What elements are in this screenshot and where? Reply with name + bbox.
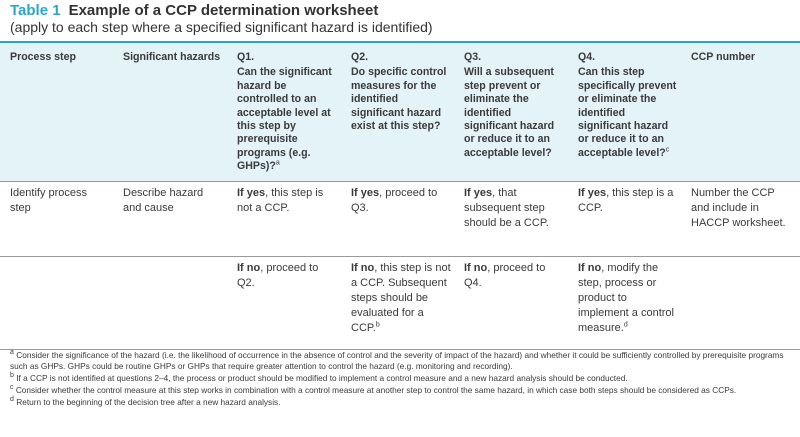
table-number: Table 1 [10, 2, 61, 19]
header-q3 [464, 51, 564, 160]
table-row [0, 181, 800, 256]
header-process-step: Process step [10, 51, 76, 63]
yes-label: If yes [578, 187, 607, 199]
footnote-text: Consider whether the control measure at this step works in combination with a control measure at another step to control the same hazard, in which case both steps should be considered as CCPs. [15, 385, 737, 395]
footnote-ref-a: a [275, 159, 280, 167]
cell-text: , modify the step, process or product to implement a control measure. [578, 262, 674, 334]
cell-text: , proceed to Q2. [237, 262, 319, 289]
cell-q1-yes [237, 186, 337, 216]
header-q1-label: Q1. [237, 51, 255, 63]
cell-q3-no [464, 261, 564, 291]
header-q2 [351, 51, 451, 133]
header-q4 [578, 51, 678, 160]
cell-q4-yes [578, 186, 678, 216]
table-subtitle: (apply to each step where a specified significant hazard is identified) [10, 19, 433, 35]
footnote-a [10, 350, 795, 372]
header-q4-label: Q4. [578, 51, 596, 63]
cell-text: , this step is a CCP. [578, 187, 674, 214]
header-significant-hazards: Significant hazards [123, 51, 221, 63]
header-q2-text: Do specific control measures for the identified significant hazard exist at this step? [351, 66, 447, 133]
footnote-ref-c: c [665, 146, 670, 154]
cell-q4-no [578, 261, 678, 336]
table-title-text: Example of a CCP determination worksheet [68, 2, 379, 19]
footnote-mark: b [10, 372, 14, 380]
yes-label: If yes [464, 187, 493, 199]
footnote-mark: a [10, 349, 14, 357]
no-label: If no [578, 262, 602, 274]
cell-ccp: Number the CCP and include in HACCP worksheet. [691, 187, 786, 229]
header-q1-text: Can the significant hazard be controlled to an acceptable level at this step by prerequisite programs (e.g. GHPs)? [237, 66, 332, 173]
header-q2-label: Q2. [351, 51, 369, 63]
footnote-mark: d [10, 396, 14, 404]
no-label: If no [351, 262, 375, 274]
footnote-b [10, 373, 795, 384]
footnote-text: Return to the beginning of the decision tree after a new hazard analysis. [16, 397, 281, 407]
cell-text: , proceed to Q4. [464, 262, 546, 289]
footnote-ref-d: d [623, 321, 628, 329]
ccp-worksheet-table [0, 41, 800, 350]
cell-q1-no [237, 261, 337, 291]
no-label: If no [464, 262, 488, 274]
header-q1 [237, 51, 337, 174]
footnote-text: If a CCP is not identified at questions 2–4, the process or product should be modified to implement a control measure and a new hazard analysis should be conducted. [16, 373, 628, 383]
footnote-mark: c [10, 384, 14, 392]
cell-text: , this step is not a CCP. [237, 187, 324, 214]
footnote-d [10, 397, 795, 408]
cell-process-step: Identify process step [10, 187, 88, 214]
no-label: If no [237, 262, 261, 274]
footnote-text: Consider the significance of the hazard (i.e. the likelihood of occurrence in the absence of control and the severity of impact of the hazard) and whether it could be sufficiently controlled by prerequisite programs such as GHPs. GHPs could be routine GHPs or GHPs that require greater attention to control the hazard (e.g. monitoring and recording). [10, 350, 784, 371]
yes-label: If yes [237, 187, 266, 199]
cell-text: , this step is not a CCP. Subsequent steps should be evaluated for a CCP. [351, 262, 451, 334]
header-q4-text: Can this step specifically prevent or eliminate the identified significant hazard or reduce it to an acceptable level? [578, 66, 677, 159]
cell-text: , that subsequent step should be a CCP. [464, 187, 549, 229]
footnote-ref-b: b [375, 321, 380, 329]
table-title [10, 2, 378, 19]
cell-q2-no [351, 261, 451, 336]
footnotes [10, 350, 795, 409]
cell-q3-yes [464, 186, 564, 231]
table-header-row [0, 41, 800, 181]
header-ccp-number: CCP number [691, 51, 755, 63]
header-q3-text: Will a subsequent step prevent or eliminate the identified significant hazard or reduce it to an acceptable level? [464, 66, 555, 159]
cell-q2-yes [351, 186, 451, 216]
cell-hazards: Describe hazard and cause [123, 187, 204, 214]
header-q3-label: Q3. [464, 51, 482, 63]
table-row [0, 256, 800, 350]
yes-label: If yes [351, 187, 380, 199]
cell-text: , proceed to Q3. [351, 187, 438, 214]
footnote-c [10, 385, 795, 396]
